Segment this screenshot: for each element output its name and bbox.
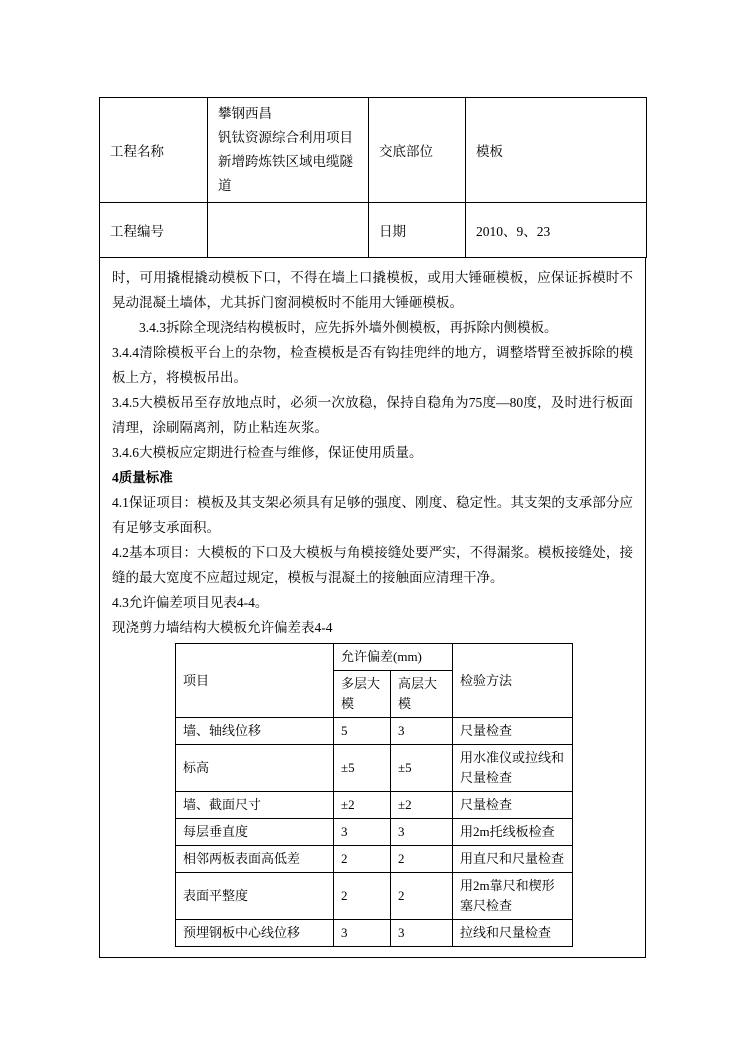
cell-high: ±2: [391, 792, 453, 819]
cell-method: 用2m托线板检查: [453, 819, 573, 846]
paragraph-3-4-3: 3.4.3拆除全现浇结构模板时，应先拆外墙外侧模板，再拆除内侧模板。: [139, 320, 558, 335]
paragraph-3-4-6: 3.4.6大模板应定期进行检查与维修，保证使用质量。: [112, 445, 423, 460]
cell-item: 标高: [176, 745, 334, 792]
project-number-value: [208, 203, 369, 258]
date-label: 日期: [369, 203, 466, 258]
table-row: [176, 792, 573, 819]
cell-high: 3: [391, 920, 453, 947]
disclosure-part-value: 模板: [466, 98, 647, 203]
col-header-high-rise: 高层大模: [391, 671, 453, 718]
col-header-method: 检验方法: [453, 644, 573, 718]
cell-item: 相邻两板表面高低差: [176, 846, 334, 873]
col-header-deviation: 允许偏差(mm): [334, 644, 453, 671]
cell-high: 3: [391, 819, 453, 846]
cell-multi: ±2: [334, 792, 391, 819]
paragraph-3-4-4: 3.4.4清除模板平台上的杂物，检查模板是否有钩挂兜绊的地方，调整塔臂至被拆除的模板上方，将模板吊出。: [112, 345, 633, 385]
paragraph-4-3: 4.3允许偏差项目见表4-4。: [112, 595, 269, 610]
deviation-table-caption: 现浇剪力墙结构大模板允许偏差表4-4: [112, 620, 333, 635]
project-number-label: 工程编号: [100, 203, 208, 258]
col-header-multi-storey: 多层大模: [334, 671, 391, 718]
table-row: [176, 718, 573, 745]
cell-item: 预埋钢板中心线位移: [176, 920, 334, 947]
project-name-line: 攀钢西昌: [218, 106, 272, 121]
cell-multi: ±5: [334, 745, 391, 792]
deviation-table: [175, 643, 573, 947]
date-value: 2010、9、23: [466, 203, 647, 258]
cell-multi: 2: [334, 873, 391, 920]
cell-high: 2: [391, 873, 453, 920]
paragraph-4-1: 4.1保证项目：模板及其支架必须具有足够的强度、刚度、稳定性。其支架的支承部分应有足够支承面积。: [112, 495, 633, 535]
cell-method: 尺量检查: [453, 718, 573, 745]
section-heading-quality-standard: 4质量标准: [112, 470, 173, 485]
disclosure-part-label: 交底部位: [369, 98, 466, 203]
paragraph-4-2: 4.2基本项目：大模板的下口及大模板与角模接缝处要严实，不得漏浆。模板接缝处，接缝的最大宽度不应超过规定，模板与混凝土的接触面应清理干净。: [112, 545, 633, 585]
cell-multi: 2: [334, 846, 391, 873]
cell-method: 用直尺和尺量检查: [453, 846, 573, 873]
cell-multi: 3: [334, 819, 391, 846]
paragraph-3-4-5: 3.4.5大模板吊至存放地点时，必须一次放稳，保持自稳角为75度—80度，及时进行板面清理，涂刷隔离剂，防止粘连灰浆。: [112, 395, 633, 435]
table-row: [100, 203, 647, 258]
cell-item: 墙、轴线位移: [176, 718, 334, 745]
col-header-item: 项目: [176, 644, 334, 718]
continued-paragraph: 时，可用撬棍撬动模板下口，不得在墙上口撬模板，或用大锤砸模板，应保证拆模时不晃动混凝土墙体，尤其拆门窗洞模板时不能用大锤砸模板。: [112, 270, 633, 310]
table-row: [176, 846, 573, 873]
project-name-line: 钒钛资源综合利用项目: [218, 130, 353, 145]
document-page: [99, 97, 646, 958]
table-row: [176, 920, 573, 947]
cell-multi: 5: [334, 718, 391, 745]
table-header-row: [176, 644, 573, 671]
info-header-table: [99, 97, 647, 258]
cell-item: 每层垂直度: [176, 819, 334, 846]
project-name-value: [208, 98, 369, 203]
project-name-label: 工程名称: [100, 98, 208, 203]
cell-method: 尺量检查: [453, 792, 573, 819]
table-row: [176, 745, 573, 792]
table-row: [176, 873, 573, 920]
cell-item: 墙、截面尺寸: [176, 792, 334, 819]
table-row: [176, 819, 573, 846]
document-body: [99, 258, 646, 958]
table-row: [100, 98, 647, 203]
cell-high: 3: [391, 718, 453, 745]
cell-method: 用水准仪或拉线和尺量检查: [453, 745, 573, 792]
cell-high: ±5: [391, 745, 453, 792]
cell-method: 用2m靠尺和楔形塞尺检查: [453, 873, 573, 920]
cell-item: 表面平整度: [176, 873, 334, 920]
cell-method: 拉线和尺量检查: [453, 920, 573, 947]
cell-multi: 3: [334, 920, 391, 947]
project-name-line: 新增跨炼铁区域电缆隧道: [218, 154, 353, 193]
cell-high: 2: [391, 846, 453, 873]
